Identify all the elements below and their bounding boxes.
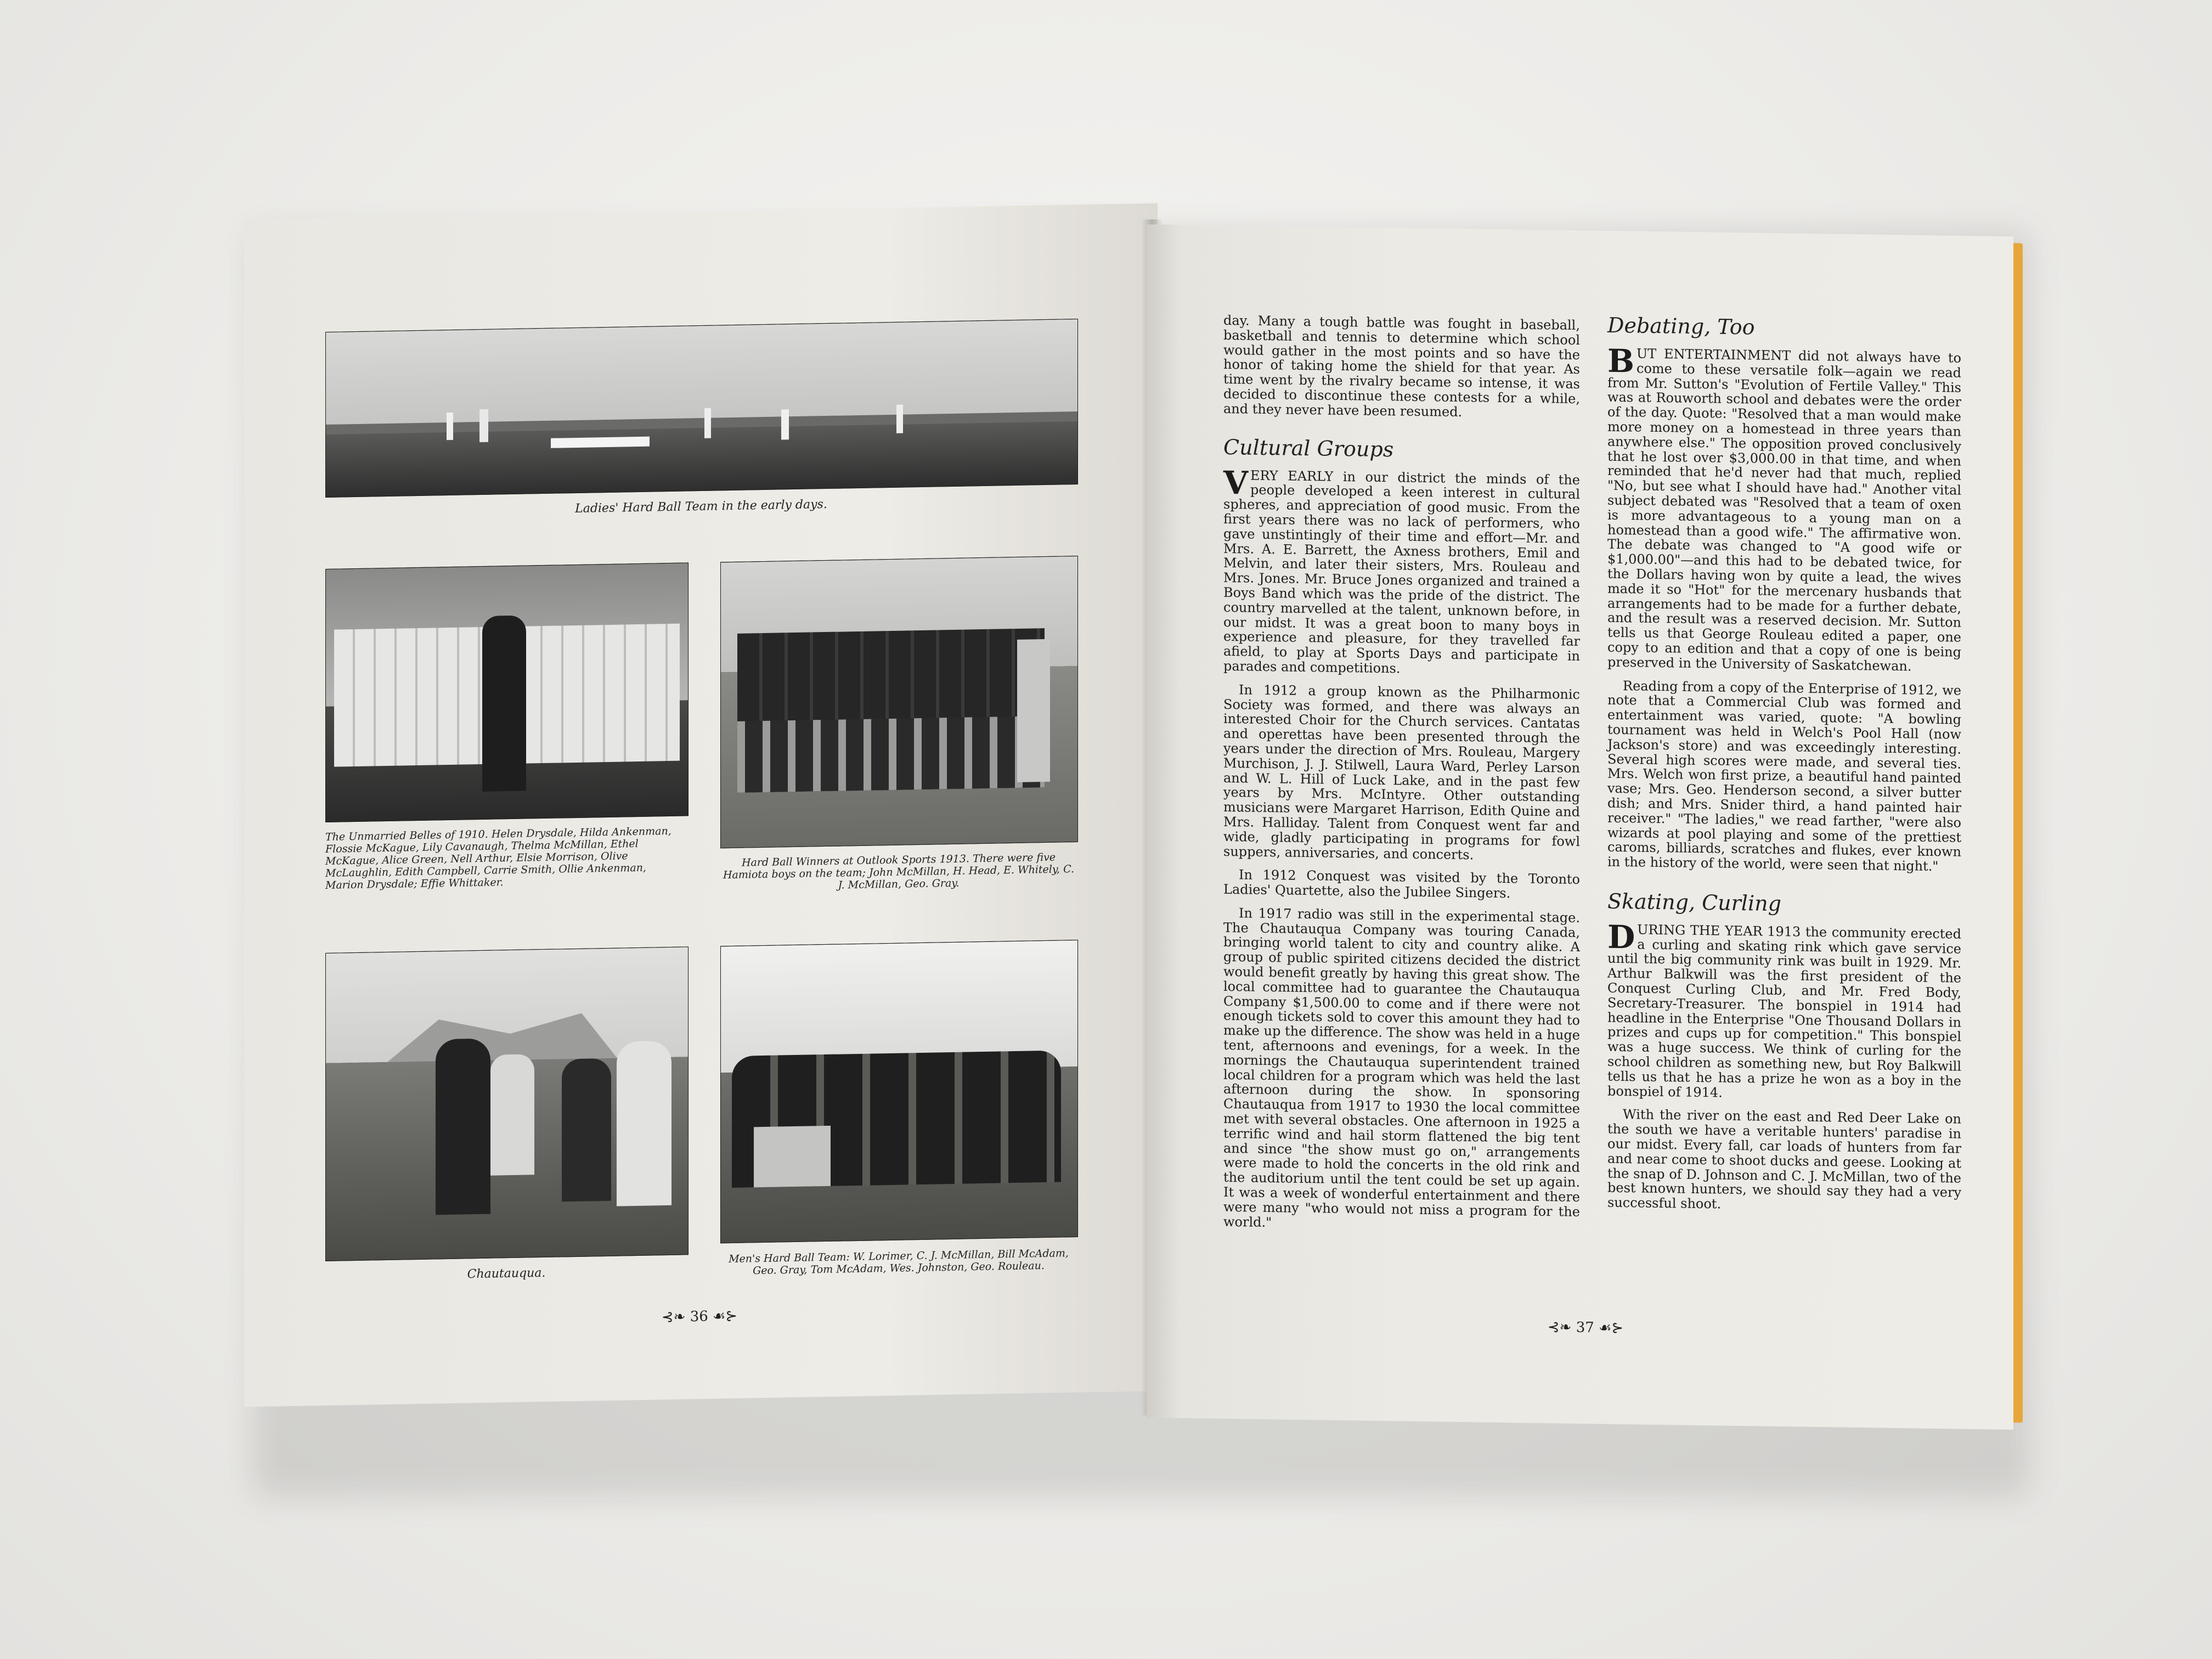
ornament-right-icon: ☙⊱ xyxy=(708,1307,738,1325)
debating-paragraph-2: Reading from a copy of the Enterprise of 1912, we note that a Commercial Club was formed and entertainment was varied, quote: "A bowling tournament was held in Welch's Pool Hall (now Jackson's store) and was exceedingly interesting. Several high scores were made, and several ties. Mrs. Welch won first prize, a beautiful hand painted vase; Mrs. Geo. Henderson second, a silver butter dish; and Mrs. Snider third, a hand painted hair receiver." "The ladies," we read farther, "were also wizards at pool playing and some of the prettiest caroms, billiards, scratches and flukes, ever known in the history of the world, were seen that night." xyxy=(1607,678,1961,874)
lead-words: URING THE YEAR xyxy=(1637,922,1763,939)
intro-paragraph: day. Many a tough battle was fought in baseball, basketball and tennis to determine which school would gather in the most points and so have the honor of taking home the shield for that year. As time went by the rivalry became so intense, it was decided to discontinue these contests for a while, and they never have been resumed. xyxy=(1223,312,1580,420)
debating-text-1: did not always have to come to these versatile folk—again we read from Mr. Sutton's "Evolution of Fertile Valley." This was at Rouworth school and debates were the order of the day. Quote: "Resolved that a man would make more money on a homestead in three years than anywhere else." The opposition proved conclusively that he lost over $3,000.00 in that time, and when reminded that he'd never had that much, replied "No, but see what I should have had." Another vital subject debated was "Resolved that a team of oxen is more advantageous to a young man on a homestead than a good wife." The affirmative won. The debate was changed to "A good wife or $1,000.00"—and this had to be debated twice, for the Dollars having won by quite a lead, the wives made it so "Hot" for the mercenary husbands that arrangements had to be made for a further debate, and the result was a reserved decision. Mr. Sutton tells us that George Rouleau edited a paper, one copy to an edition and that a copy of one is being preserved in the University of Saskatchewan. xyxy=(1607,348,1961,674)
dropcap-d: D xyxy=(1607,918,1635,956)
column-1 xyxy=(1223,313,1580,1243)
skating-text-1: 1913 the community erected a curling and skating rink which gave service until the big community rink was built in 1929. Mr. Arthur Balkwill was the first president of the Conquest Curling Club, and Mr. Fred Body, Secretary-Treasurer. The bonspiel in 1914 had headline in the Enterprise "One Thousand Dollars in prizes and cups up for competition." This bonspiel was a huge success. We think of curling for the school children as something new, but Roy Balkwill tells us that he has a prize he won as a boy in the bonspiel of 1914. xyxy=(1607,923,1961,1101)
cultural-paragraph-3: In 1912 Conquest was visited by the Toronto Ladies' Quartette, also the Jubilee Singers. xyxy=(1223,867,1580,901)
ornament-left-icon: ⊰❧ xyxy=(1547,1319,1576,1336)
lead-words: UT ENTERTAINMENT xyxy=(1637,346,1791,364)
mens-hard-ball-team-photo xyxy=(720,940,1078,1243)
lead-words: ERY EARLY xyxy=(1250,467,1334,484)
folio-36: 36 xyxy=(690,1308,708,1325)
heading-debating-too: Debating, Too xyxy=(1607,313,1755,340)
dropcap-b: B xyxy=(1607,342,1635,380)
page-number-left xyxy=(650,1307,749,1325)
debating-paragraph-1 xyxy=(1607,342,1961,675)
cultural-text-1: in our district the minds of the people developed a keen interest in cultural spheres, and appreciation of good music. From the first years there was no lack of performers, who gave unstintingly of their time and effort—Mr. and Mrs. A. E. Barrett, the Axness brothers, Emil and Melvin, and later their sisters, Mrs. Rouleau and Mrs. Jones. Mr. Bruce Jones organized and trained a Boys Band which was the pride of the district. The country marvelled at the talent, unknown before, in our midst. It was a great boon to many boys in experience and pleasure, for they travelled far afield, to play at Sports Days and participate in parades and competitions. xyxy=(1223,469,1580,676)
ladies-hard-ball-team-photo xyxy=(325,319,1078,498)
ladies-team-caption: Ladies' Hard Ball Team in the early days. xyxy=(575,497,827,516)
left-page xyxy=(244,203,1158,1407)
chautauqua-photo xyxy=(325,946,689,1261)
hard-ball-winners-caption: Hard Ball Winners at Outlook Sports 1913. There were five Hamiota boys on the team; John McMillan, H. Head, E. Whitely, C. J. McMillan, Geo. Gray. xyxy=(723,851,1075,891)
skating-paragraph-2: With the river on the east and Red Deer Lake on the south we have a veritable hunters' paradise in our midst. Every fall, car loads of hunters from far and near come to shoot ducks and geese. Looking at the snap of D. Johnson and C. J. McMillan, two of the best known hunters, we should say they had a very successful shoot. xyxy=(1607,1107,1961,1212)
cultural-paragraph-1 xyxy=(1223,464,1580,679)
column-2 xyxy=(1607,313,1961,1224)
dropcap-v: V xyxy=(1223,464,1249,502)
heading-skating-curling: Skating, Curling xyxy=(1607,889,1781,916)
page-number-right xyxy=(1536,1319,1635,1337)
hard-ball-winners-photo xyxy=(720,556,1078,848)
unmarried-belles-caption: The Unmarried Belles of 1910. Helen Drysdale, Hilda Ankenman, Flossie McKague, Lily Cavanaugh, Thelma McMillan, Ethel McKague, Alice Green, Nell Arthur, Elsie Morrison, Olive McLaughlin, Edith Campbell, Carrie Smith, Ollie Ankenman, Marion Drysdale; Effie Whittaker. xyxy=(325,825,672,891)
folio-37: 37 xyxy=(1576,1319,1594,1336)
cultural-paragraph-2: In 1912 a group known as the Philharmonic Society was formed, and there was always an interested Choir for the Church services. Cantatas and operettas have been presented through the years under the direction of Mrs. Rouleau, Margery Murchison, J. J. Stilwell, Laura Ward, Perley Larson and W. L. Hill of Luck Lake, and in the past few years by Mrs. McIntyre. Other outstanding musicians were Margaret Harrison, Edith Quine and Mrs. Halliday. Talent from Conquest went far and wide, gladly participating in programs for fowl suppers, anniversaries, and concerts. xyxy=(1223,682,1580,862)
ornament-left-icon: ⊰❧ xyxy=(661,1308,690,1326)
heading-cultural-groups: Cultural Groups xyxy=(1223,435,1394,461)
mens-team-caption: Men's Hard Ball Team: W. Lorimer, C. J. McMillan, Bill McAdam, Geo. Gray, Tom McAdam, Wes. Johnston, Geo. Rouleau. xyxy=(729,1247,1069,1277)
ornament-right-icon: ☙⊱ xyxy=(1594,1319,1624,1337)
cultural-paragraph-4: In 1917 radio was still in the experimental stage. The Chautauqua Company was touring Canada, bringing world talent to city and country alike. A group of public spirited citizens decided the district would benefit greatly by having this great show. The local committee had to guarantee the Chautauqua Company $1,500.00 to come and if there were not enough tickets sold to cover this amount they had to make up the difference. The show was held in a huge tent, afternoons and evenings, for a week. In the mornings the Chautauqua superintendent trained local children for a program which was held the last afternoon during the show. In sponsoring Chautauqua from 1917 to 1930 the local committee met with several obstacles. One afternoon in 1925 a terrific wind and hail storm flattened the big tent and since "the show must go on," arrangements were made to hold the concerts in the old rink and the auditorium until the tent could be set up again. It was a week of wonderful entertainment and there were many "who would not miss a program for the world." xyxy=(1223,905,1580,1230)
unmarried-belles-photo xyxy=(325,562,689,822)
right-page xyxy=(1147,224,2013,1430)
skating-paragraph-1 xyxy=(1607,918,1961,1104)
chautauqua-caption: Chautauqua. xyxy=(467,1266,546,1282)
